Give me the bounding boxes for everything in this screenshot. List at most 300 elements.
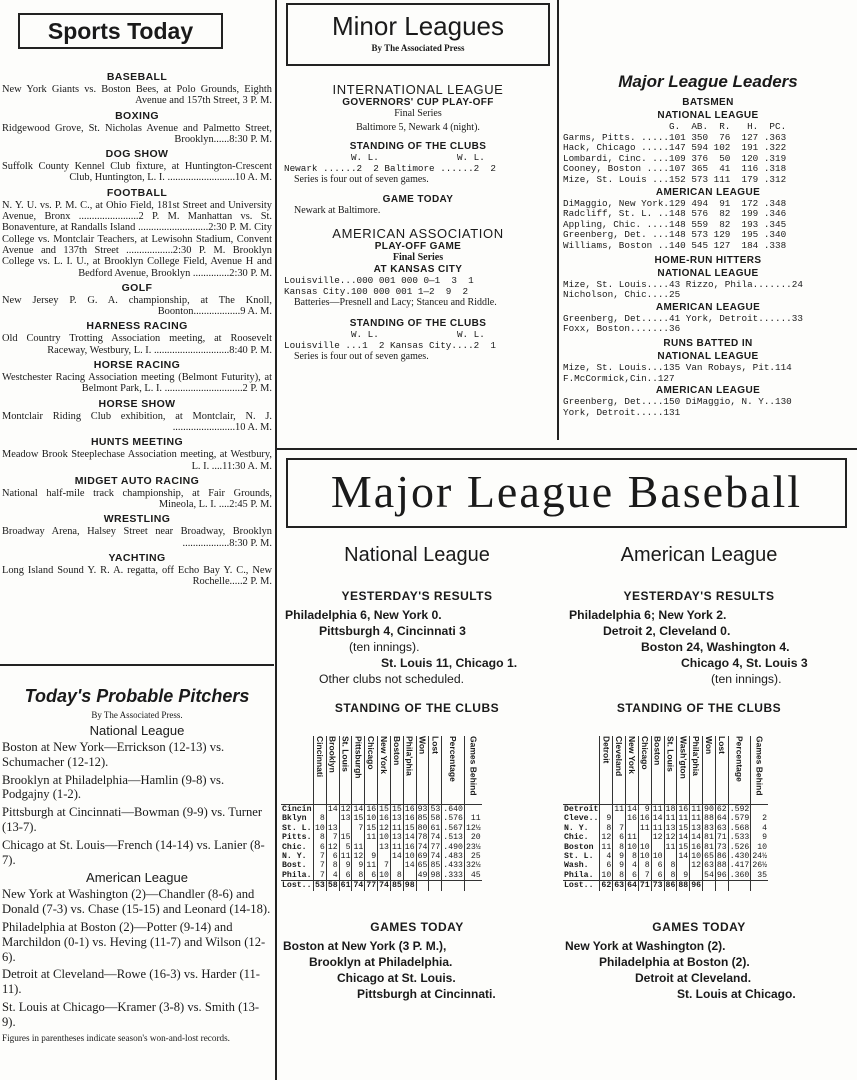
al-game-2: Philadelphia at Boston (2).	[599, 955, 750, 969]
pitchers-nl-list	[2, 740, 272, 867]
standings-cell: 65	[417, 861, 428, 871]
standings-cell	[600, 805, 613, 815]
leader-row: Lombardi, Cinc. ...109 376 50 120 .319	[563, 152, 787, 164]
standings-cell: 10	[366, 814, 377, 824]
standings-cell: 7	[326, 833, 339, 842]
standings-cell: 13	[391, 814, 402, 824]
pitching-matchup: St. Louis at Chicago—Kramer (3-8) vs. Smith (13-9).	[2, 999, 260, 1029]
standings-cell: 5	[339, 843, 352, 852]
batsmen-heading: BATSMEN	[682, 97, 734, 108]
standings-cell: 15	[353, 814, 364, 824]
standings-cell: .483	[443, 852, 463, 862]
standings-lost-cell: 58	[327, 881, 338, 891]
standings-lost-cell	[464, 881, 481, 891]
standings-cell: 7	[314, 852, 327, 861]
leader-row: Cooney, Boston ....107 365 41 116 .318	[563, 163, 787, 175]
nl-results-heading: YESTERDAY'S RESULTS	[341, 589, 493, 603]
standings-cell: 98	[430, 870, 441, 880]
standings-cell: 12	[353, 852, 364, 862]
standings-row	[281, 852, 482, 861]
standings-cell: 83	[704, 823, 714, 833]
standings-cell: 16	[379, 814, 389, 824]
standings-cell: .417	[729, 861, 750, 871]
event-text: Ridgewood Grove, St. Nicholas Avenue and Palmetto Street, Brooklyn......8:30 P. M.	[2, 122, 272, 145]
al-result-3: Boston 24, Washington 4.	[641, 640, 790, 654]
standings-cell: 10	[652, 852, 663, 862]
standings-col-header	[429, 736, 442, 805]
standings-cell: .490	[443, 842, 463, 852]
standings-cell: 9	[677, 871, 690, 881]
standings-cell: .640	[443, 805, 463, 814]
standings-cell	[690, 871, 703, 881]
standings-cell: 11	[614, 805, 625, 814]
standings-row	[281, 843, 482, 852]
standings-row	[563, 805, 768, 815]
column-rule-left	[275, 0, 277, 1080]
standings-team: N. Y.	[282, 852, 307, 862]
nl-standing-heading: STANDING OF THE CLUBS	[334, 701, 500, 715]
standings-cell: .567	[443, 823, 463, 833]
standings-cell: 8	[390, 871, 403, 881]
standings-col-label: Lost	[430, 736, 441, 754]
standings-cell: 6	[651, 861, 664, 870]
standings-cell: 11	[627, 833, 637, 843]
standings-cell: 10	[404, 852, 415, 862]
standings-cell: 15	[678, 823, 689, 833]
standings-lost-cell: 86	[665, 881, 676, 891]
il-subhead: GOVERNORS' CUP PLAY-OFF	[342, 97, 494, 108]
pitchers-footnote: Figures in parentheses indicate season's won-and-lost records.	[2, 1032, 230, 1043]
standings-cell: 16	[627, 814, 637, 824]
standings-col-header	[690, 736, 703, 805]
pitchers-al-heading: American League	[86, 870, 188, 886]
standings-cell: 4	[600, 852, 613, 861]
standings-cell: .333	[443, 870, 463, 880]
leader-row: Mize, St. Louis....43 Rizzo, Phila.......24	[563, 278, 803, 290]
rbi-al-list	[563, 397, 853, 418]
standings-cell: 14	[678, 833, 689, 843]
standings-cell: 7	[638, 871, 651, 881]
standings-cell: 11	[652, 805, 663, 814]
leader-row: Garms, Pitts. .....101 350 76 127 .363	[563, 131, 787, 143]
standings-col-label: Brooklyn	[327, 736, 338, 773]
standings-cell: 74	[417, 842, 428, 852]
standings-lost-cell	[751, 881, 768, 891]
standings-cell: .433	[443, 861, 463, 871]
standings-cell	[365, 843, 378, 852]
standings-lost-cell	[728, 881, 751, 891]
standings-cell: 14	[691, 833, 702, 843]
standings-cell: 12	[652, 833, 663, 843]
rbi-heading: RUNS BATTED IN	[663, 337, 753, 349]
major-league-baseball-title: Major League Baseball	[286, 458, 847, 528]
standings-lost-label: Lost..	[563, 881, 600, 891]
minor-leagues-title: Minor Leagues	[332, 11, 504, 41]
aa-linescore-1: Louisville...000 001 000 0—1 3 1	[284, 274, 474, 286]
standings-col-label: Won	[703, 736, 714, 755]
standings-cell: 90	[704, 805, 714, 814]
standings-cell: 6	[326, 852, 339, 861]
al-game-4: St. Louis at Chicago.	[677, 987, 796, 1001]
standings-team: Wash.	[564, 861, 589, 871]
standings-col-header	[626, 736, 639, 805]
standings-lost-cell: 53	[315, 881, 325, 891]
standings-cell: 11	[665, 814, 676, 824]
standings-cell: 18	[665, 805, 676, 814]
standings-lost-cell	[715, 881, 728, 891]
aa-at: AT KANSAS CITY	[373, 263, 463, 275]
il-standing-cols: W. L. W. L.	[284, 152, 485, 163]
standings-cell: 6	[613, 833, 626, 842]
standings-lost-cell: 98	[404, 881, 415, 891]
standings-cell: 73	[716, 842, 727, 852]
standings-cell: 10	[315, 823, 325, 833]
event-heading: MIDGET AUTO RACING	[74, 474, 200, 487]
standings-cell: 15	[391, 805, 402, 814]
standings-cell: 8	[613, 871, 626, 881]
standings-col-header	[464, 736, 481, 805]
minor-leagues-content	[284, 78, 552, 363]
event-heading: BASEBALL	[106, 71, 168, 83]
aa-standing-note: Series is four out of seven games.	[294, 351, 429, 362]
batsmen-nl-list	[563, 133, 853, 186]
standings-col-label: Cincinnati	[314, 736, 325, 778]
standings-cell	[613, 814, 626, 823]
standings-cell: 11	[366, 861, 377, 871]
standings-header-row	[281, 736, 482, 805]
leader-row: DiMaggio, New York.129 494 91 172 .348	[563, 197, 787, 209]
pitchers-byline: By The Associated Press.	[91, 710, 183, 720]
standings-cell: 16	[404, 805, 415, 814]
standings-cell: 2	[751, 814, 768, 823]
event-heading: HORSE SHOW	[98, 397, 176, 410]
standings-cell: 11	[691, 805, 702, 814]
standings-lost-cell: 96	[691, 881, 702, 891]
standings-cell: 16	[691, 842, 702, 852]
standings-lost-row	[563, 881, 768, 891]
standings-cell: 61	[430, 823, 441, 833]
pitching-matchup: Brooklyn at Philadelphia—Hamlin (9-8) vs. Podgajny (1-2).	[2, 772, 225, 802]
il-standing-row: Newark ......2 2 Baltimore ......2 2	[284, 163, 497, 174]
nl-title: National League	[344, 544, 490, 566]
standings-cell: 6	[651, 871, 664, 881]
standings-cell: 8	[638, 861, 651, 870]
standings-col-header	[703, 736, 716, 805]
standings-cell: 35	[751, 871, 768, 881]
standings-cell: 64	[716, 814, 727, 824]
nl-result-1: Philadelphia 6, New York 0.	[285, 608, 442, 622]
standings-cell: 80	[417, 823, 428, 833]
standings-team: Boston	[564, 842, 594, 852]
standings-cell: 96	[716, 870, 727, 880]
hr-nl-list	[563, 280, 853, 301]
standings-cell: 16	[678, 805, 689, 814]
standings-col-header	[664, 736, 677, 805]
standings-cell: 7	[314, 861, 327, 870]
nl-other-note: Other clubs not scheduled.	[319, 672, 464, 686]
event-text: New York Giants vs. Boston Bees, at Polo Grounds, Eighth Avenue and 157th Street, 3 P. M.	[2, 84, 272, 107]
standings-cell: 7	[378, 861, 391, 870]
standings-cell: 10	[691, 852, 702, 862]
standings-cell: 10	[627, 842, 637, 852]
aa-batteries: Batteries—Presnell and Lacy; Stanceu and Riddle.	[294, 296, 497, 308]
leader-row: Appling, Chic. ....148 559 82 193 .345	[563, 218, 787, 230]
standings-lost-cell	[442, 881, 465, 891]
standings-col-label: Wash'gton	[678, 736, 689, 779]
standings-row	[563, 843, 768, 852]
standings-cell: 45	[464, 871, 481, 881]
event-text: Meadow Brook Steeplechase Association meeting, at Westbury, L. I. ....11:30 A. M.	[2, 449, 272, 472]
standings-cell: 9	[638, 805, 651, 815]
standings-lost-cell	[429, 881, 442, 891]
standings-cell: 10	[639, 842, 650, 852]
standings-col-label: New York	[379, 736, 390, 774]
al-standing-heading: STANDING OF THE CLUBS	[616, 701, 782, 715]
standings-cell: 10	[601, 870, 612, 880]
standings-team: Bklyn	[282, 814, 307, 824]
standings-lost-cell: 62	[601, 881, 612, 891]
leader-row: Greenberg, Det. ...148 573 129 195 .340	[563, 229, 787, 241]
standings-cell: .360	[729, 870, 750, 880]
standings-cell	[464, 805, 481, 815]
standings-col-label: Chicago	[639, 736, 650, 770]
standings-cell: 81	[704, 842, 714, 852]
sports-events-list	[2, 68, 272, 588]
al-game-3: Detroit at Cleveland.	[635, 971, 752, 985]
standings-cell	[751, 805, 768, 815]
standings-cell: 11	[678, 814, 689, 824]
standings-col-label: Boston	[652, 736, 663, 766]
leader-row: York, Detroit.....131	[563, 406, 681, 418]
standings-row	[281, 824, 482, 833]
standings-cell: 4	[626, 861, 639, 870]
standings-cell: 8	[314, 814, 327, 823]
standings-cell: 16	[404, 814, 415, 824]
standings-col-label: Percentage	[734, 736, 745, 782]
event-heading: HARNESS RACING	[86, 320, 188, 333]
minor-leagues-byline: By The Associated Press	[371, 43, 465, 53]
event-text: Montclair Riding Club exhibition, at Montclair, N. J. ........................10 A. M.	[2, 410, 272, 433]
standings-cell: 9	[365, 852, 378, 861]
standings-col-header	[326, 736, 339, 805]
pitchers-title: Today's Probable Pitchers	[24, 686, 250, 706]
al-game-1: New York at Washington (2).	[565, 939, 726, 953]
standings-cell: 32½	[465, 861, 481, 871]
standings-col-header	[651, 736, 664, 805]
standings-col-header	[751, 736, 768, 805]
pitchers-nl-heading: National League	[89, 723, 185, 738]
standings-cell: .513	[443, 833, 463, 843]
standings-cell: 12	[379, 823, 389, 833]
standings-cell	[326, 814, 339, 823]
standings-cell: 13	[665, 823, 676, 833]
event-heading: HUNTS MEETING	[90, 436, 184, 449]
standings-cell: 14	[327, 805, 338, 814]
standings-cell: 7	[613, 824, 626, 833]
standings-col-header	[600, 736, 613, 805]
rbi-nl-heading: NATIONAL LEAGUE	[657, 350, 759, 362]
leader-row: Nicholson, Chic....25	[563, 289, 681, 301]
standings-cell: 7	[314, 871, 327, 881]
standings-corner	[563, 736, 600, 805]
standings-cell: 11	[366, 833, 377, 843]
standings-cell: 13	[691, 823, 702, 833]
standings-cell: 13	[327, 823, 338, 833]
standings-lost-cell	[703, 881, 716, 891]
standings-lost-cell	[416, 881, 429, 891]
standings-cell: 25	[464, 852, 481, 861]
standings-team: Phila.	[282, 870, 312, 880]
event-heading: FOOTBALL	[106, 186, 168, 199]
standings-cell: 15	[366, 823, 377, 833]
standings-col-header	[638, 736, 651, 805]
standings-cell: 6	[365, 871, 378, 881]
standings-cell: 9	[613, 852, 626, 861]
event-heading: DOG SHOW	[105, 148, 169, 161]
standings-col-label: Cleveland	[614, 736, 625, 777]
leader-row: Mize, St. Louis ...152 573 111 179 .312	[563, 173, 787, 185]
standings-cell: 13	[379, 842, 389, 852]
standings-cell: 11	[639, 823, 650, 833]
standings-cell: 4	[751, 824, 768, 833]
rbi-al-heading: AMERICAN LEAGUE	[655, 385, 761, 397]
standings-cell: 58	[430, 814, 441, 824]
standings-cell: 11	[601, 842, 612, 852]
standings-cell: 4	[326, 871, 339, 881]
standings-row	[563, 861, 768, 870]
standings-cell: 86	[716, 852, 727, 862]
standings-cell: 23½	[465, 842, 481, 852]
standings-cell: 24½	[752, 852, 768, 862]
major-league-leaders	[563, 72, 853, 418]
standings-cell: 81	[704, 833, 714, 843]
standings-cell: 10	[639, 852, 650, 862]
standings-col-label: Phila'phia	[691, 736, 702, 776]
standings-row	[563, 871, 768, 881]
hr-al-heading: AMERICAN LEAGUE	[655, 301, 761, 313]
column-rule-right	[557, 0, 559, 440]
standings-cell: 12	[691, 861, 702, 871]
standings-col-header	[613, 736, 626, 805]
standings-team: St. L.	[282, 823, 312, 833]
al-result-1: Philadelphia 6; New York 2.	[569, 608, 727, 622]
nl-standings-table	[281, 736, 553, 891]
batsmen-nl-heading: NATIONAL LEAGUE	[657, 110, 759, 121]
section-rule	[277, 448, 857, 450]
standings-col-header	[403, 736, 416, 805]
aa-name: AMERICAN ASSOCIATION	[332, 226, 504, 241]
il-result: Baltimore 5, Newark 4 (night).	[356, 121, 480, 133]
standings-cell: 7	[352, 824, 365, 833]
standings-cell: 74	[430, 833, 441, 843]
standings-cell: 13	[391, 833, 402, 843]
standings-team: N. Y.	[564, 823, 589, 833]
standings-cell: 9	[613, 861, 626, 870]
nl-games-today	[281, 920, 553, 1002]
standings-cell: 12	[665, 833, 676, 843]
standings-cell: 11	[391, 842, 402, 852]
event-heading: BOXING	[115, 109, 159, 122]
standings-team: St. L.	[564, 852, 594, 862]
standings-cell	[664, 852, 677, 861]
standings-col-header	[378, 736, 391, 805]
standings-cell: 12	[327, 842, 338, 852]
standings-lost-cell: 61	[340, 881, 351, 891]
nl-game-4: Pittsburgh at Cincinnati.	[357, 987, 496, 1001]
leaders-title: Major League Leaders	[618, 72, 798, 91]
standings-row	[281, 871, 482, 881]
standings-row	[281, 833, 482, 842]
nl-result-3: (ten innings).	[349, 640, 420, 654]
nl-game-1: Boston at New York (3 P. M.),	[283, 939, 447, 953]
pitching-matchup: Detroit at Cleveland—Rowe (16-3) vs. Harder (11-11).	[2, 967, 260, 997]
standings-cell: 8	[326, 861, 339, 870]
standings-cell: 11	[652, 823, 663, 833]
standings-cell: 69	[417, 852, 428, 862]
standings-cell: 88	[716, 861, 727, 871]
batsmen-columns: G. AB. R. H. PC.	[563, 121, 787, 132]
pitching-matchup: Boston at New York—Errickson (12-13) vs. Schumacher (12-12).	[2, 740, 225, 769]
al-result-5: (ten innings).	[711, 672, 782, 686]
standings-lost-cell: 71	[639, 881, 650, 891]
al-result-2: Detroit 2, Cleveland 0.	[603, 624, 731, 638]
standings-lost-cell: 85	[391, 881, 402, 891]
standings-team: Cleve..	[564, 814, 599, 824]
hr-nl-heading: NATIONAL LEAGUE	[657, 267, 759, 279]
al-results-heading: YESTERDAY'S RESULTS	[623, 589, 775, 603]
standings-cell: .533	[729, 833, 750, 843]
standings-cell	[378, 852, 391, 861]
standings-lost-cell: 74	[379, 881, 389, 891]
standings-cell: 63	[704, 861, 714, 871]
pitching-matchup: Philadelphia at Boston (2)—Potter (9-14) and Marchildon (0-1) vs. Heving (11-7) and Wilson (12-6).	[2, 919, 266, 964]
standings-cell	[403, 871, 416, 881]
standings-lost-label: Lost..	[281, 881, 314, 891]
standings-cell: 11	[340, 852, 351, 862]
standings-cell	[677, 861, 690, 870]
event-heading: GOLF	[121, 281, 153, 294]
standings-cell	[651, 843, 664, 852]
standings-cell: 12	[601, 833, 612, 843]
standings-col-label: Won	[417, 736, 428, 755]
standings-col-label: Percentage	[448, 736, 459, 782]
standings-col-label: St. Louis	[665, 736, 676, 772]
standings-cell: 20	[464, 833, 481, 842]
standings-col-header	[352, 736, 365, 805]
standings-cell	[339, 824, 352, 833]
event-heading: YACHTING	[108, 552, 166, 565]
standings-cell: 6	[600, 861, 613, 870]
standings-cell: 88	[704, 814, 714, 824]
standings-team: Chic.	[564, 833, 589, 843]
batsmen-al-heading: AMERICAN LEAGUE	[655, 186, 761, 198]
standings-cell: 14	[652, 814, 663, 824]
standings-cell: 9	[339, 861, 352, 870]
pitchers-al-list	[2, 887, 272, 1029]
standings-cell: 26½	[752, 861, 768, 871]
standings-corner	[281, 736, 314, 805]
il-standing-note: Series is four out of seven games.	[294, 174, 429, 185]
standings-cell: 9	[751, 833, 768, 842]
standings-col-header	[677, 736, 690, 805]
standings-cell: 8	[664, 871, 677, 881]
standings-cell: .526	[729, 842, 750, 852]
standings-cell: 15	[379, 805, 389, 814]
standings-cell: 6	[314, 843, 327, 852]
event-text: Suffolk County Kennel Club fixture, at Huntington-Crescent Club, Huntington, L. I. ..........................10 A. M.	[2, 161, 272, 184]
leader-row: Williams, Boston ..140 545 127 184 .338	[563, 239, 787, 251]
nl-result-2: Pittsburgh 4, Cincinnati 3	[319, 624, 466, 638]
